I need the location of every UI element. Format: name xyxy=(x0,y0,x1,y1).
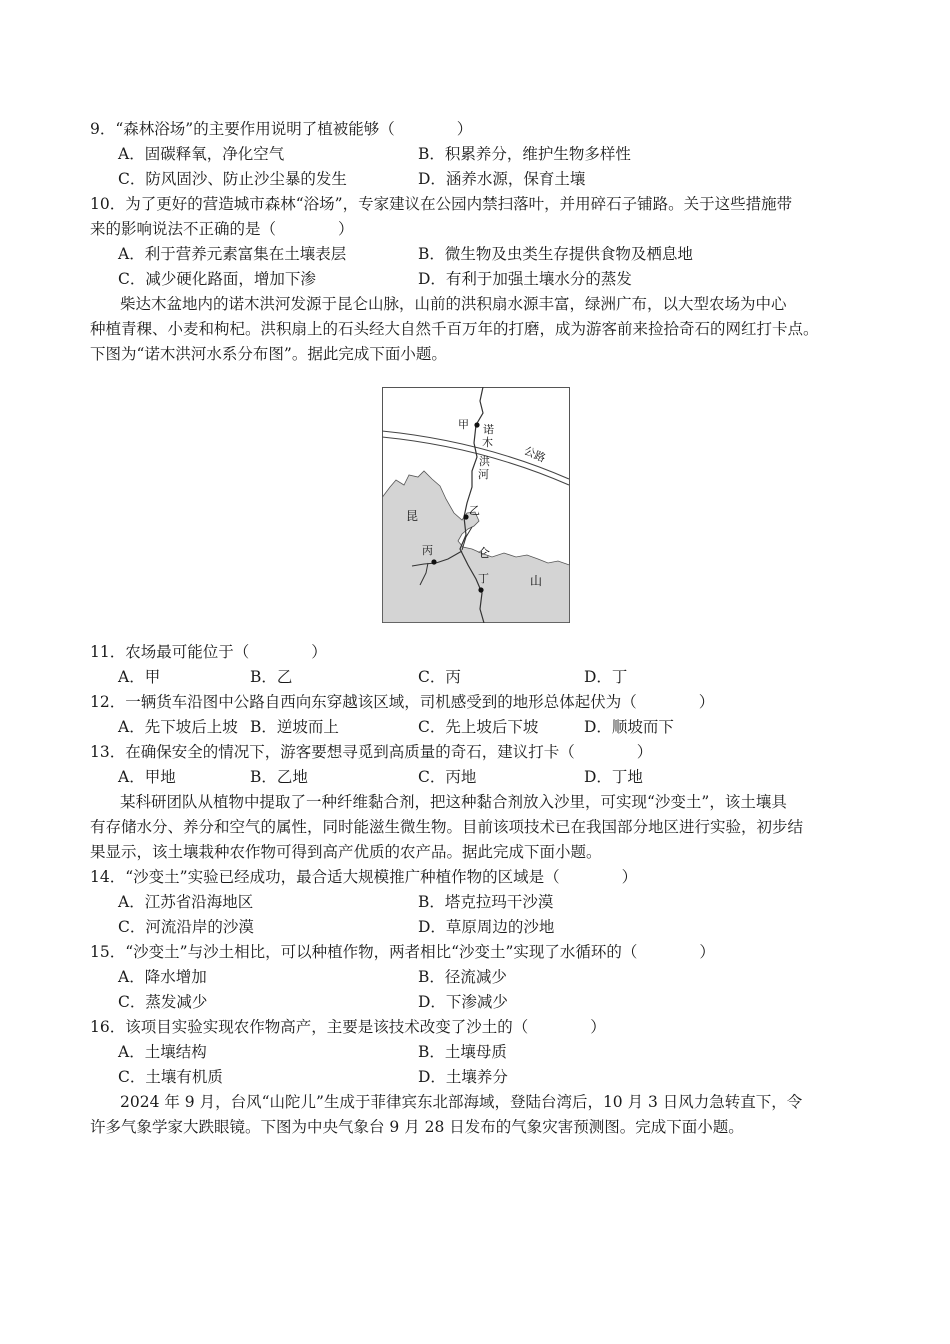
q15-option-d: D．下渗减少 xyxy=(418,993,508,1011)
q12-option-a: A．先下坡后上坡 xyxy=(118,718,238,736)
q11-option-d: D．丁 xyxy=(584,668,628,686)
label-river-3: 洪 xyxy=(479,455,490,468)
label-mountain-lun: 仑 xyxy=(478,546,491,560)
q11-option-b: B．乙 xyxy=(250,668,293,686)
label-mountain-shan: 山 xyxy=(530,574,543,588)
q12-option-c: C．先上坡后下坡 xyxy=(418,718,539,736)
label-bing: 丙 xyxy=(422,544,433,557)
label-river-4: 河 xyxy=(478,468,489,481)
q13-option-a: A．甲地 xyxy=(118,768,176,786)
q10-option-b: B．微生物及虫类生存提供食物及栖息地 xyxy=(418,245,693,263)
label-ding: 丁 xyxy=(478,572,489,585)
q16-option-b: B．土壤母质 xyxy=(418,1043,507,1061)
q11-option-a: A．甲 xyxy=(118,668,161,686)
label-jia: 甲 xyxy=(458,418,469,431)
label-mountain-kun: 昆 xyxy=(406,509,419,523)
q15-stem: 15．“沙变土”与沙土相比，可以种植作物，两者相比“沙变土”实现了水循环的（ ） xyxy=(90,943,715,961)
q13-option-c: C．丙地 xyxy=(418,768,477,786)
point-jia-marker xyxy=(474,422,479,427)
q16-option-d: D．土壤养分 xyxy=(418,1068,508,1086)
q11-stem: 11．农场最可能位于（ ） xyxy=(90,643,327,661)
label-river-1: 诺 xyxy=(483,423,494,436)
q16-option-a: A．土壤结构 xyxy=(118,1043,207,1061)
material3-line1: 2024 年 9 月，台风“山陀儿”生成于菲律宾东北部海域，登陆台湾后，10 月 3 日风力急转直下，令 xyxy=(120,1093,803,1111)
q13-stem: 13．在确保安全的情况下，游客要想寻觅到高质量的奇石，建议打卡（ ） xyxy=(90,743,653,761)
q10-option-d: D．有利于加强土壤水分的蒸发 xyxy=(418,270,632,288)
q10-stem-line2: 来的影响说法不正确的是（ ） xyxy=(90,220,354,238)
q9-option-d: D．涵养水源，保育土壤 xyxy=(418,170,586,188)
material1-line2: 种植青稞、小麦和枸杞。洪积扇上的石头经大自然千百万年的打磨，成为游客前来捡拾奇石的网红打卡点。 xyxy=(90,320,819,338)
label-road: 公路 xyxy=(522,444,548,465)
material2-line1: 某科研团队从植物中提取了一种纤维黏合剂，把这种黏合剂放入沙里，可实现“沙变土”，该土壤具 xyxy=(120,793,787,811)
q10-option-c: C．减少硬化路面，增加下渗 xyxy=(118,270,316,288)
material1-line3: 下图为“诺木洪河水系分布图”。据此完成下面小题。 xyxy=(90,345,447,363)
label-yi: 乙 xyxy=(469,504,480,517)
label-river-2: 木 xyxy=(482,436,493,449)
material2-line3: 果显示，该土壤栽种农作物可得到高产优质的农产品。据此完成下面小题。 xyxy=(90,843,602,861)
q14-option-d: D．草原周边的沙地 xyxy=(418,918,555,936)
q9-option-c: C．防风固沙、防止沙尘暴的发生 xyxy=(118,170,347,188)
point-yi-marker xyxy=(463,514,468,519)
q14-option-b: B．塔克拉玛干沙漠 xyxy=(418,893,554,911)
point-ding-marker xyxy=(478,587,483,592)
material3-line2: 许多气象学家大跌眼镜。下图为中央气象台 9 月 28 日发布的气象灾害预测图。完成下面小题。 xyxy=(90,1118,744,1136)
q13-option-b: B．乙地 xyxy=(250,768,308,786)
q16-option-c: C．土壤有机质 xyxy=(118,1068,223,1086)
q10-option-a: A．利于营养元素富集在土壤表层 xyxy=(118,245,347,263)
q10-stem-line1: 10．为了更好的营造城市森林“浴场”，专家建议在公园内禁扫落叶，并用碎石子铺路。关于这些措施带 xyxy=(90,195,793,213)
q14-option-c: C．河流沿岸的沙漠 xyxy=(118,918,254,936)
q15-option-a: A．降水增加 xyxy=(118,968,207,986)
material1-line1: 柴达木盆地内的诺木洪河发源于昆仑山脉，山前的洪积扇水源丰富，绿洲广布，以大型农场为中心 xyxy=(120,295,787,313)
q12-option-d: D．顺坡而下 xyxy=(584,718,674,736)
q12-option-b: B．逆坡而上 xyxy=(250,718,339,736)
point-bing-marker xyxy=(431,559,436,564)
q13-option-d: D．丁地 xyxy=(584,768,643,786)
q11-option-c: C．丙 xyxy=(418,668,461,686)
q14-stem: 14．“沙变土”实验已经成功，最合适大规模推广种植作物的区域是（ ） xyxy=(90,868,638,886)
q16-stem: 16．该项目实验实现农作物高产，主要是该技术改变了沙土的（ ） xyxy=(90,1018,606,1036)
material2-line2: 有存储水分、养分和空气的属性，同时能滋生微生物。目前该项技术已在我国部分地区进行实验，初步结 xyxy=(90,818,804,836)
q9-option-b: B．积累养分，维护生物多样性 xyxy=(418,145,631,163)
q9-option-a: A．固碳释氧，净化空气 xyxy=(118,145,285,163)
q15-option-b: B．径流减少 xyxy=(418,968,507,986)
q14-option-a: A．江苏省沿海地区 xyxy=(118,893,254,911)
q12-stem: 12．一辆货车沿图中公路自西向东穿越该区域，司机感受到的地形总体起伏为（ ） xyxy=(90,693,715,711)
nuomuhong-river-map xyxy=(382,387,570,623)
q15-option-c: C．蒸发减少 xyxy=(118,993,208,1011)
q9-stem: 9．“森林浴场”的主要作用说明了植被能够（ ） xyxy=(90,120,473,138)
